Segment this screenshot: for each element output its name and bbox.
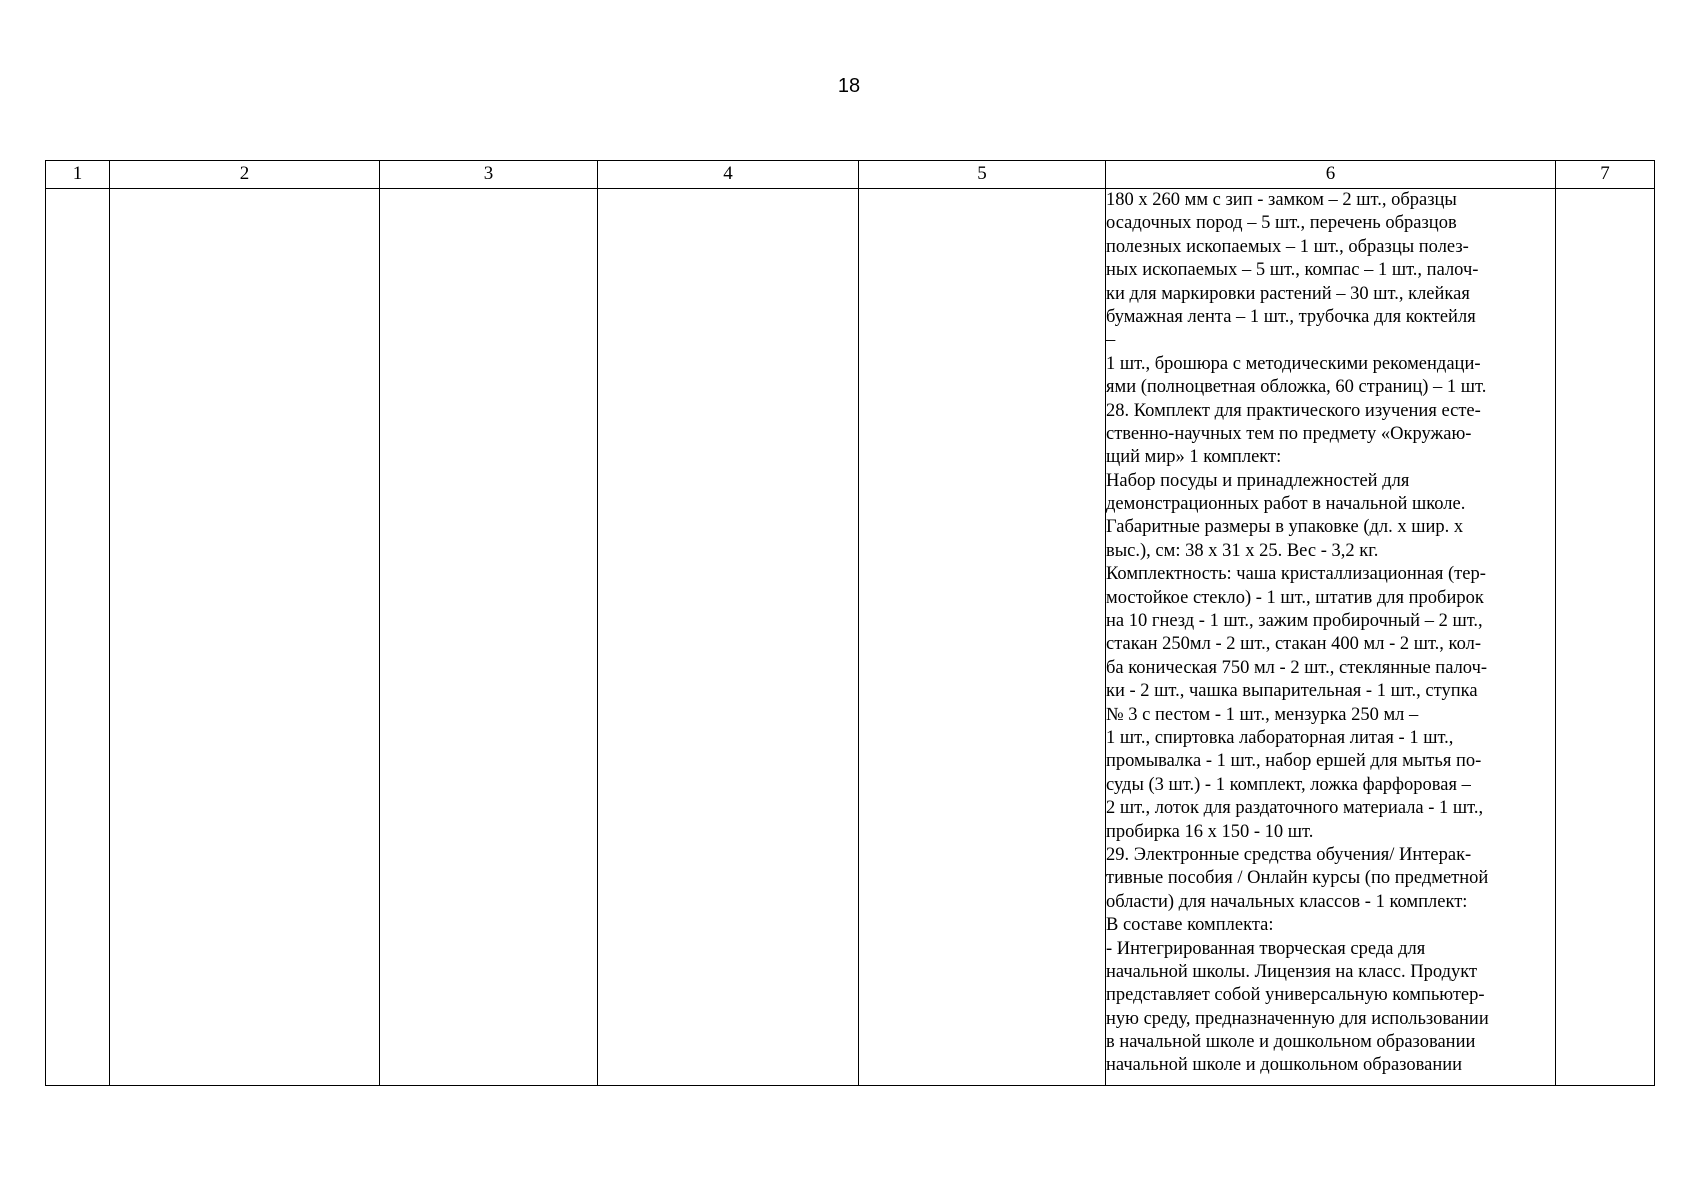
text-line: 29. Электронные средства обучения/ Интерак- [1106, 844, 1472, 865]
text-line: - Интегрированная творческая среда для [1106, 938, 1426, 959]
text-line: пробирка 16 х 150 - 10 шт. [1106, 821, 1314, 842]
text-line: ную среду, предназначенную для использовании [1106, 1008, 1489, 1029]
text-line: 2 шт., лоток для раздаточного материала - 1 шт., [1106, 798, 1484, 819]
text-line: 28. Комплект для практического изучения есте- [1106, 400, 1481, 421]
column-header-4: 4 [598, 161, 859, 189]
text-line: тивные пособия / Онлайн курсы (по предметной [1106, 868, 1489, 889]
text-line: начальной школы. Лицензия на класс. Продукт [1106, 961, 1478, 982]
text-line: Комплектность: чаша кристаллизационная (тер- [1106, 564, 1486, 585]
text-line: – [1106, 330, 1116, 351]
text-line: осадочных пород – 5 шт., перечень образцов [1106, 213, 1457, 234]
text-line: ями (полноцветная обложка, 60 страниц) – 1 шт. [1106, 377, 1487, 398]
table-cell-col3 [380, 189, 598, 1086]
text-line: на 10 гнезд - 1 шт., зажим пробирочный – 2 шт., [1106, 611, 1483, 632]
column-header-1: 1 [46, 161, 110, 189]
text-line: щий мир» 1 комплект: [1106, 447, 1282, 468]
text-line: полезных ископаемых – 1 шт., образцы полез- [1106, 236, 1469, 257]
text-line: бумажная лента – 1 шт., трубочка для коктейля [1106, 306, 1476, 327]
text-line: 180 х 260 мм с зип - замком – 2 шт., образцы [1106, 190, 1457, 210]
text-line: ных ископаемых – 5 шт., компас – 1 шт., палоч- [1106, 260, 1479, 281]
column-header-6: 6 [1106, 161, 1556, 189]
text-line: Габаритные размеры в упаковке (дл. х шир. х [1106, 517, 1464, 538]
text-line: ба коническая 750 мл - 2 шт., стеклянные палоч- [1106, 657, 1488, 678]
page-number: 18 [837, 75, 861, 97]
text-line: стакан 250мл - 2 шт., стакан 400 мл - 2 шт., кол- [1106, 634, 1482, 655]
text-line: промывалка - 1 шт., набор ершей для мытья по- [1106, 751, 1482, 772]
text-line: выс.), см: 38 х 31 х 25. Вес - 3,2 кг. [1106, 540, 1379, 561]
text-line: в начальной школе и дошкольном образовании [1106, 1032, 1476, 1053]
table-cell-col4 [598, 189, 859, 1086]
text-line: № 3 с пестом - 1 шт., мензурка 250 мл – [1106, 704, 1419, 725]
text-line: ственно-научных тем по предмету «Окружаю- [1106, 423, 1472, 444]
column-header-7: 7 [1556, 161, 1655, 189]
column-header-2: 2 [110, 161, 380, 189]
table-cell-col6 [1106, 189, 1556, 1086]
text-line: представляет собой универсальную компьютер- [1106, 985, 1485, 1006]
text-line: суды (3 шт.) - 1 комплект, ложка фарфоровая – [1106, 774, 1471, 795]
table-cell-col1 [46, 189, 110, 1086]
table-cell-col5 [859, 189, 1106, 1086]
text-line: В составе комплекта: [1106, 915, 1274, 936]
table-cell-col2 [110, 189, 380, 1086]
text-line: 1 шт., спиртовка лабораторная литая - 1 шт., [1106, 727, 1454, 748]
text-line: ки для маркировки растений – 30 шт., клейкая [1106, 283, 1470, 304]
text-line: начальной школе и дошкольном образовании [1106, 1055, 1463, 1076]
column-header-3: 3 [380, 161, 598, 189]
content-table [45, 160, 1655, 1086]
text-line: Набор посуды и принадлежностей для [1106, 470, 1410, 491]
table-header-row [46, 161, 1655, 189]
text-line: области) для начальных классов - 1 комплект: [1106, 891, 1468, 912]
text-line: ки - 2 шт., чашка выпарительная - 1 шт., ступка [1106, 681, 1478, 702]
text-line: 1 шт., брошюра с методическими рекомендаци- [1106, 353, 1481, 374]
text-line: мостойкое стекло) - 1 шт., штатив для пробирок [1106, 587, 1484, 608]
column-header-5: 5 [859, 161, 1106, 189]
table-row [46, 189, 1655, 1086]
table-cell-col7 [1556, 189, 1655, 1086]
text-line: демонстрационных работ в начальной школе. [1106, 494, 1466, 515]
